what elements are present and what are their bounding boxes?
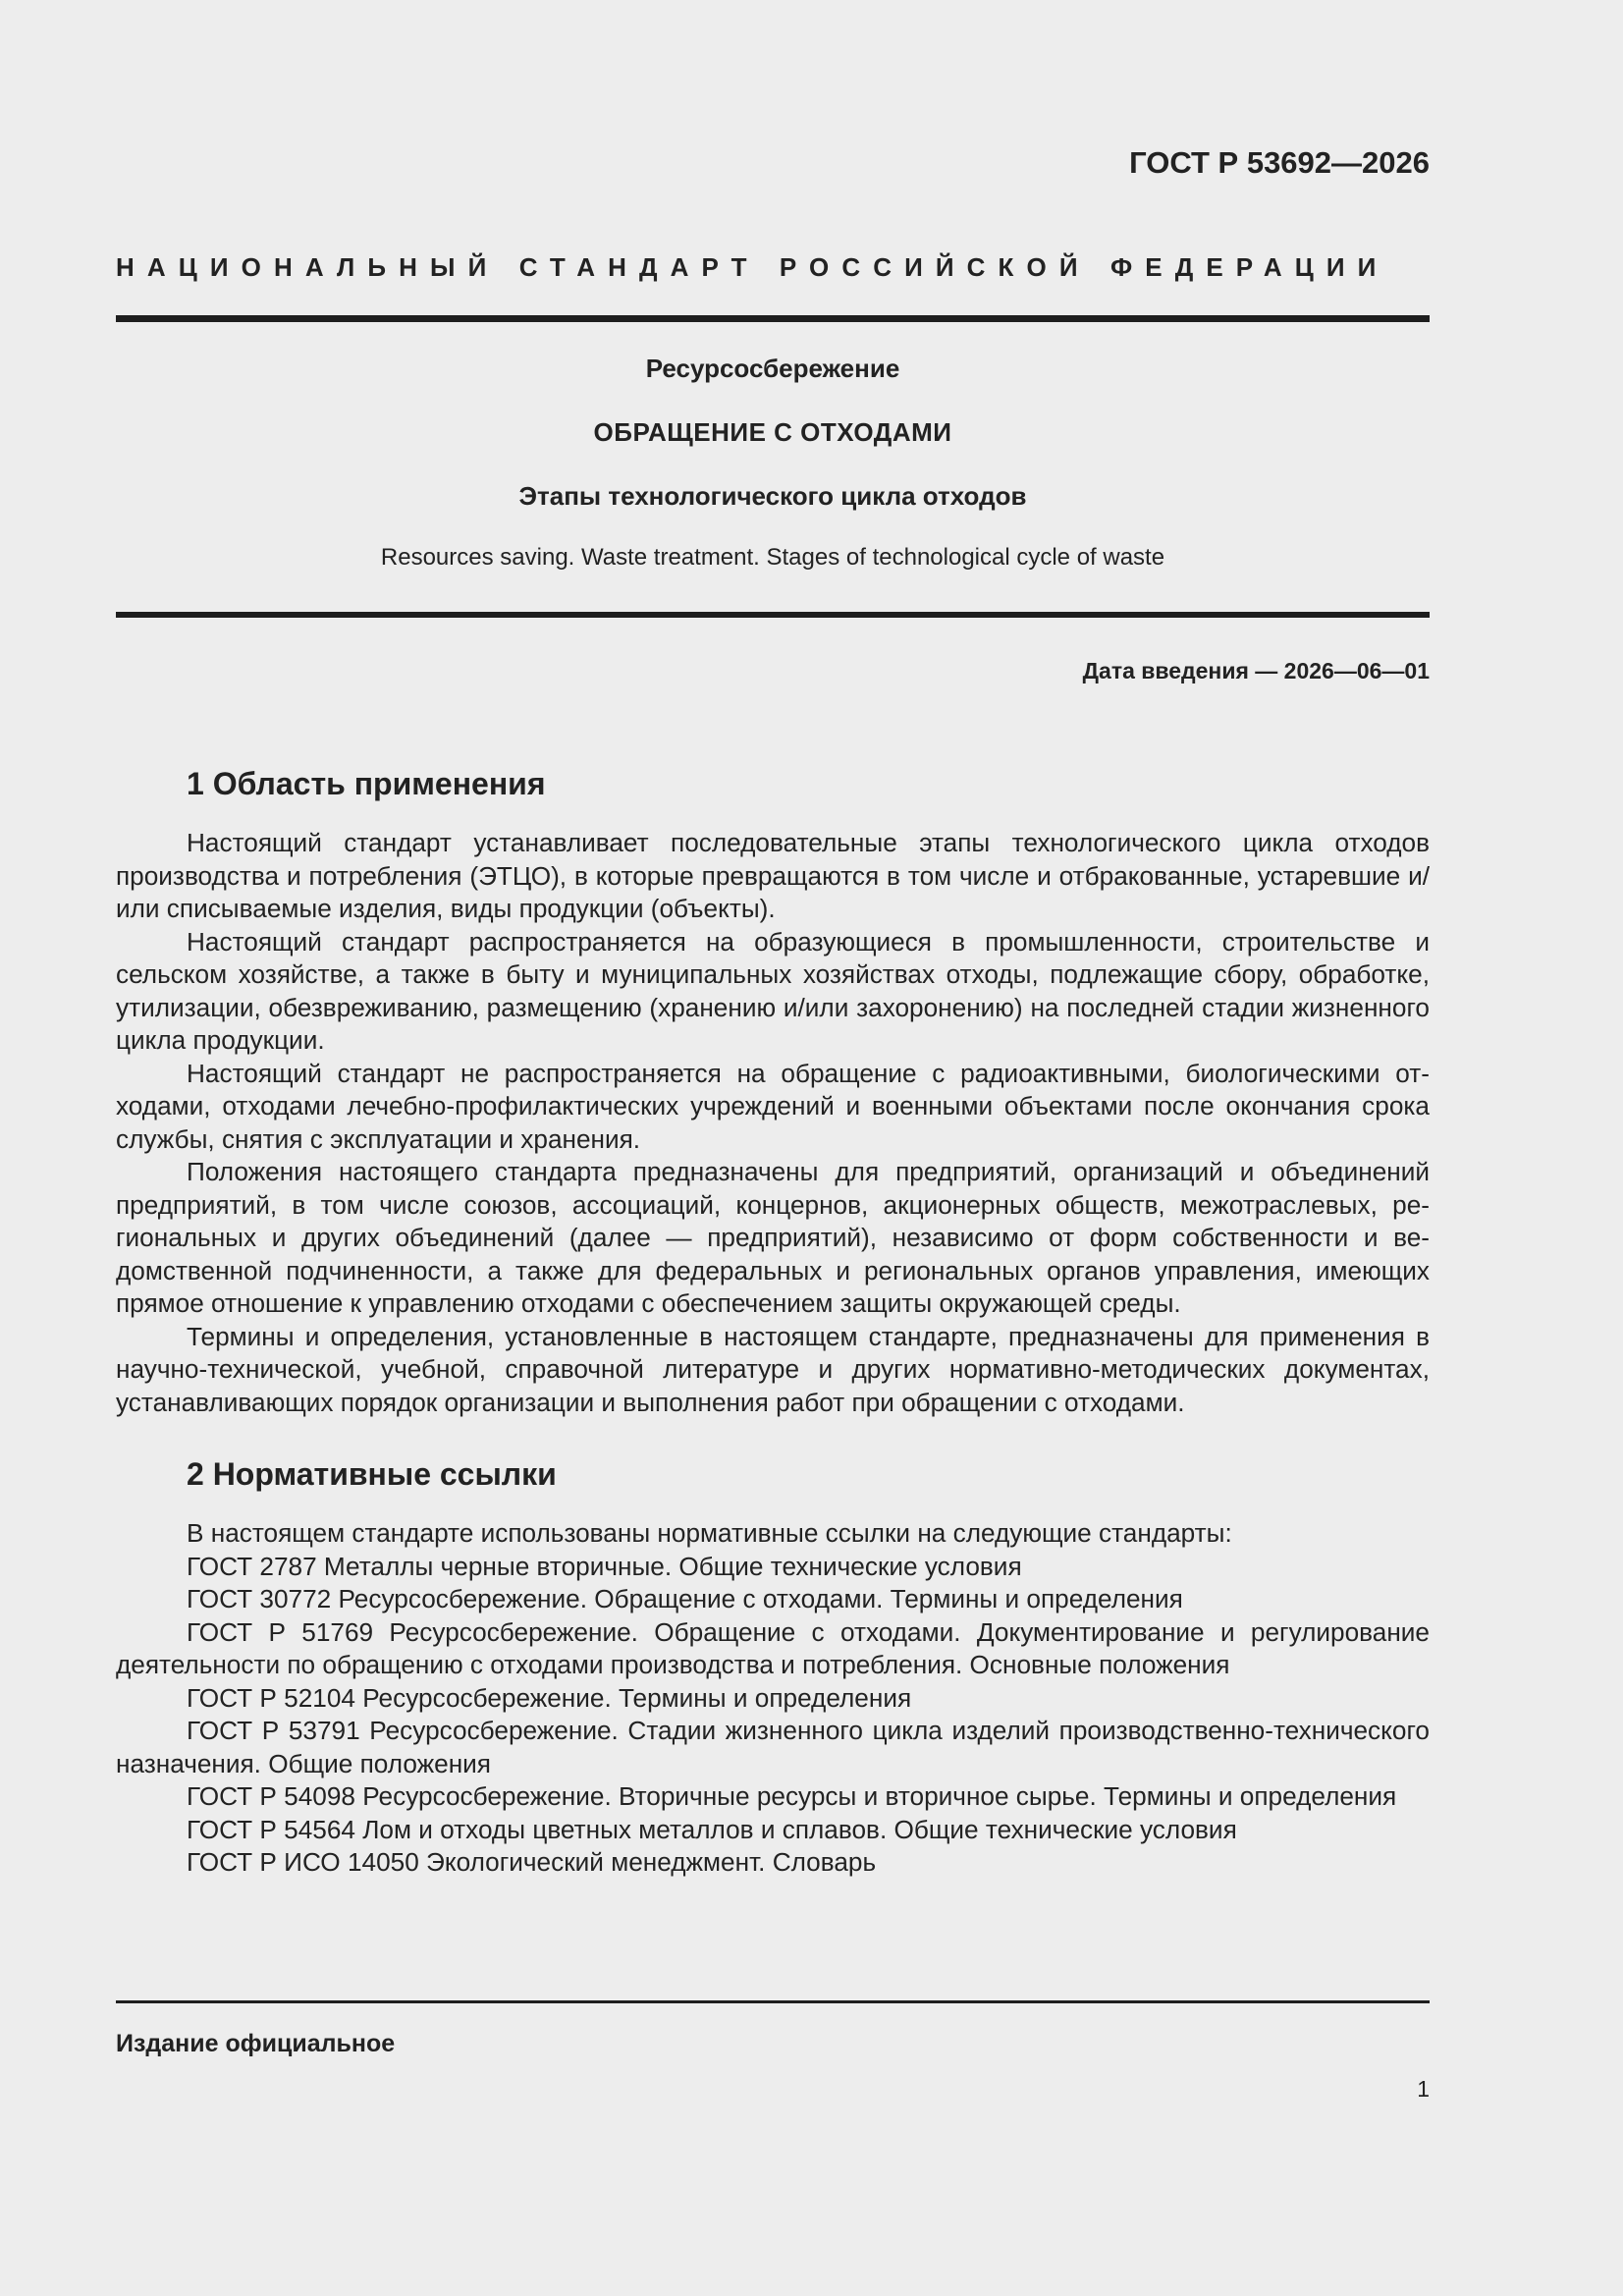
reference-item: ГОСТ Р ИСО 14050 Экологический менеджмент. Словарь: [187, 1847, 877, 1877]
document-page: [116, 0, 1430, 2296]
reference-item: ГОСТ Р 54098 Ресурсосбережение. Вторичные ресурсы и вторичное сырье. Термины и определения: [187, 1781, 1397, 1811]
standard-main-title: ОБРАЩЕНИЕ С ОТХОДАМИ: [593, 417, 952, 447]
english-title: Resources saving. Waste treatment. Stages of technological cycle of waste: [380, 544, 1165, 571]
reference-item: ГОСТ Р 51769 Ресурсосбережение. Обращение с отходами. Документирование и регулирование деятельности по обращению с отходами производства и потребления. Основные положения: [116, 1616, 1430, 1679]
paragraph: Настоящий стандарт не распространяется на обращение с радиоактивными, биологическими отходами, отходами лечебно-профилактических учреждений и военными объектами после окончания срока службы, снятия с эксплуатации и хранения.: [116, 1058, 1430, 1154]
references-intro: В настоящем стандарте использованы нормативные ссылки на следующие стандарты:: [187, 1518, 1232, 1548]
paragraph: Настоящий стандарт распространяется на образующиеся в промышленности, строительстве и сельском хозяйстве, а также в быту и муниципальных хозяйствах отходы, подлежащие сбору, обработке, утилизации, обезвреживанию, размещению (хранению и/или захоронению) на последней стадии жизненного цикла продукции.: [116, 926, 1430, 1055]
header-rule: [116, 315, 1430, 322]
paragraph: Положения настоящего стандарта предназначены для предприятий, организаций и объединений предприятий, в том числе союзов, ассоциаций, концернов, акционерных обществ, межотраслевых, региональных и других объединений (далее — предприятий), независимо от форм собственности и ведомственной подчиненности, а также для федеральных и региональных органов управления, имеющих прямое отношение к управлению отходами с обеспечением защиты окружающей среды.: [116, 1157, 1430, 1318]
official-edition-label: Издание официальное: [116, 2030, 396, 2057]
title-block-rule: [116, 612, 1430, 618]
reference-item: ГОСТ 30772 Ресурсосбережение. Обращение с отходами. Термины и определения: [187, 1584, 1183, 1613]
section-2-heading: 2 Нормативные ссылки: [187, 1456, 557, 1492]
reference-item: ГОСТ Р 52104 Ресурсосбережение. Термины и определения: [187, 1682, 912, 1713]
reference-item: ГОСТ 2787 Металлы черные вторичные. Общие технические условия: [187, 1551, 1022, 1581]
standard-subtitle: Этапы технологического цикла отходов: [518, 481, 1027, 511]
paragraph: Термины и определения, установленные в настоящем стандарте, предназначены для применения в научно-технической, учебной, справочной литературе и других нормативно-методических документах, устанавливающих порядок организации и выполнения работ при обращении с отходами.: [116, 1321, 1430, 1417]
reference-item: ГОСТ Р 54564 Лом и отходы цветных металлов и сплавов. Общие технические условия: [187, 1814, 1237, 1844]
section-1-heading: 1 Область применения: [187, 766, 546, 801]
section-2-body: [116, 1517, 1430, 1880]
section-1-body: [116, 827, 1430, 1419]
page-number: 1: [1417, 2076, 1430, 2102]
standard-topic: Ресурсосбережение: [645, 354, 900, 383]
national-standard-title: НАЦИОНАЛЬНЫЙ СТАНДАРТ РОССИЙСКОЙ ФЕДЕРАЦИИ: [116, 252, 1389, 282]
paragraph: Настоящий стандарт устанавливает последовательные этапы технологического цикла отходов производства и потребления (ЭТЦО), в которые превращаются в том числе и отбракованные, устаревшие и/или списываемые изделия, виды продукции (объекты).: [116, 828, 1430, 923]
footer-rule: [116, 2000, 1430, 2003]
document-number: ГОСТ Р 53692—2026: [1129, 145, 1430, 180]
reference-item: ГОСТ Р 53791 Ресурсосбережение. Стадии жизненного цикла изделий производственно-технического назначения. Общие положения: [116, 1716, 1430, 1778]
introduction-date: Дата введения — 2026—06—01: [1082, 658, 1430, 683]
